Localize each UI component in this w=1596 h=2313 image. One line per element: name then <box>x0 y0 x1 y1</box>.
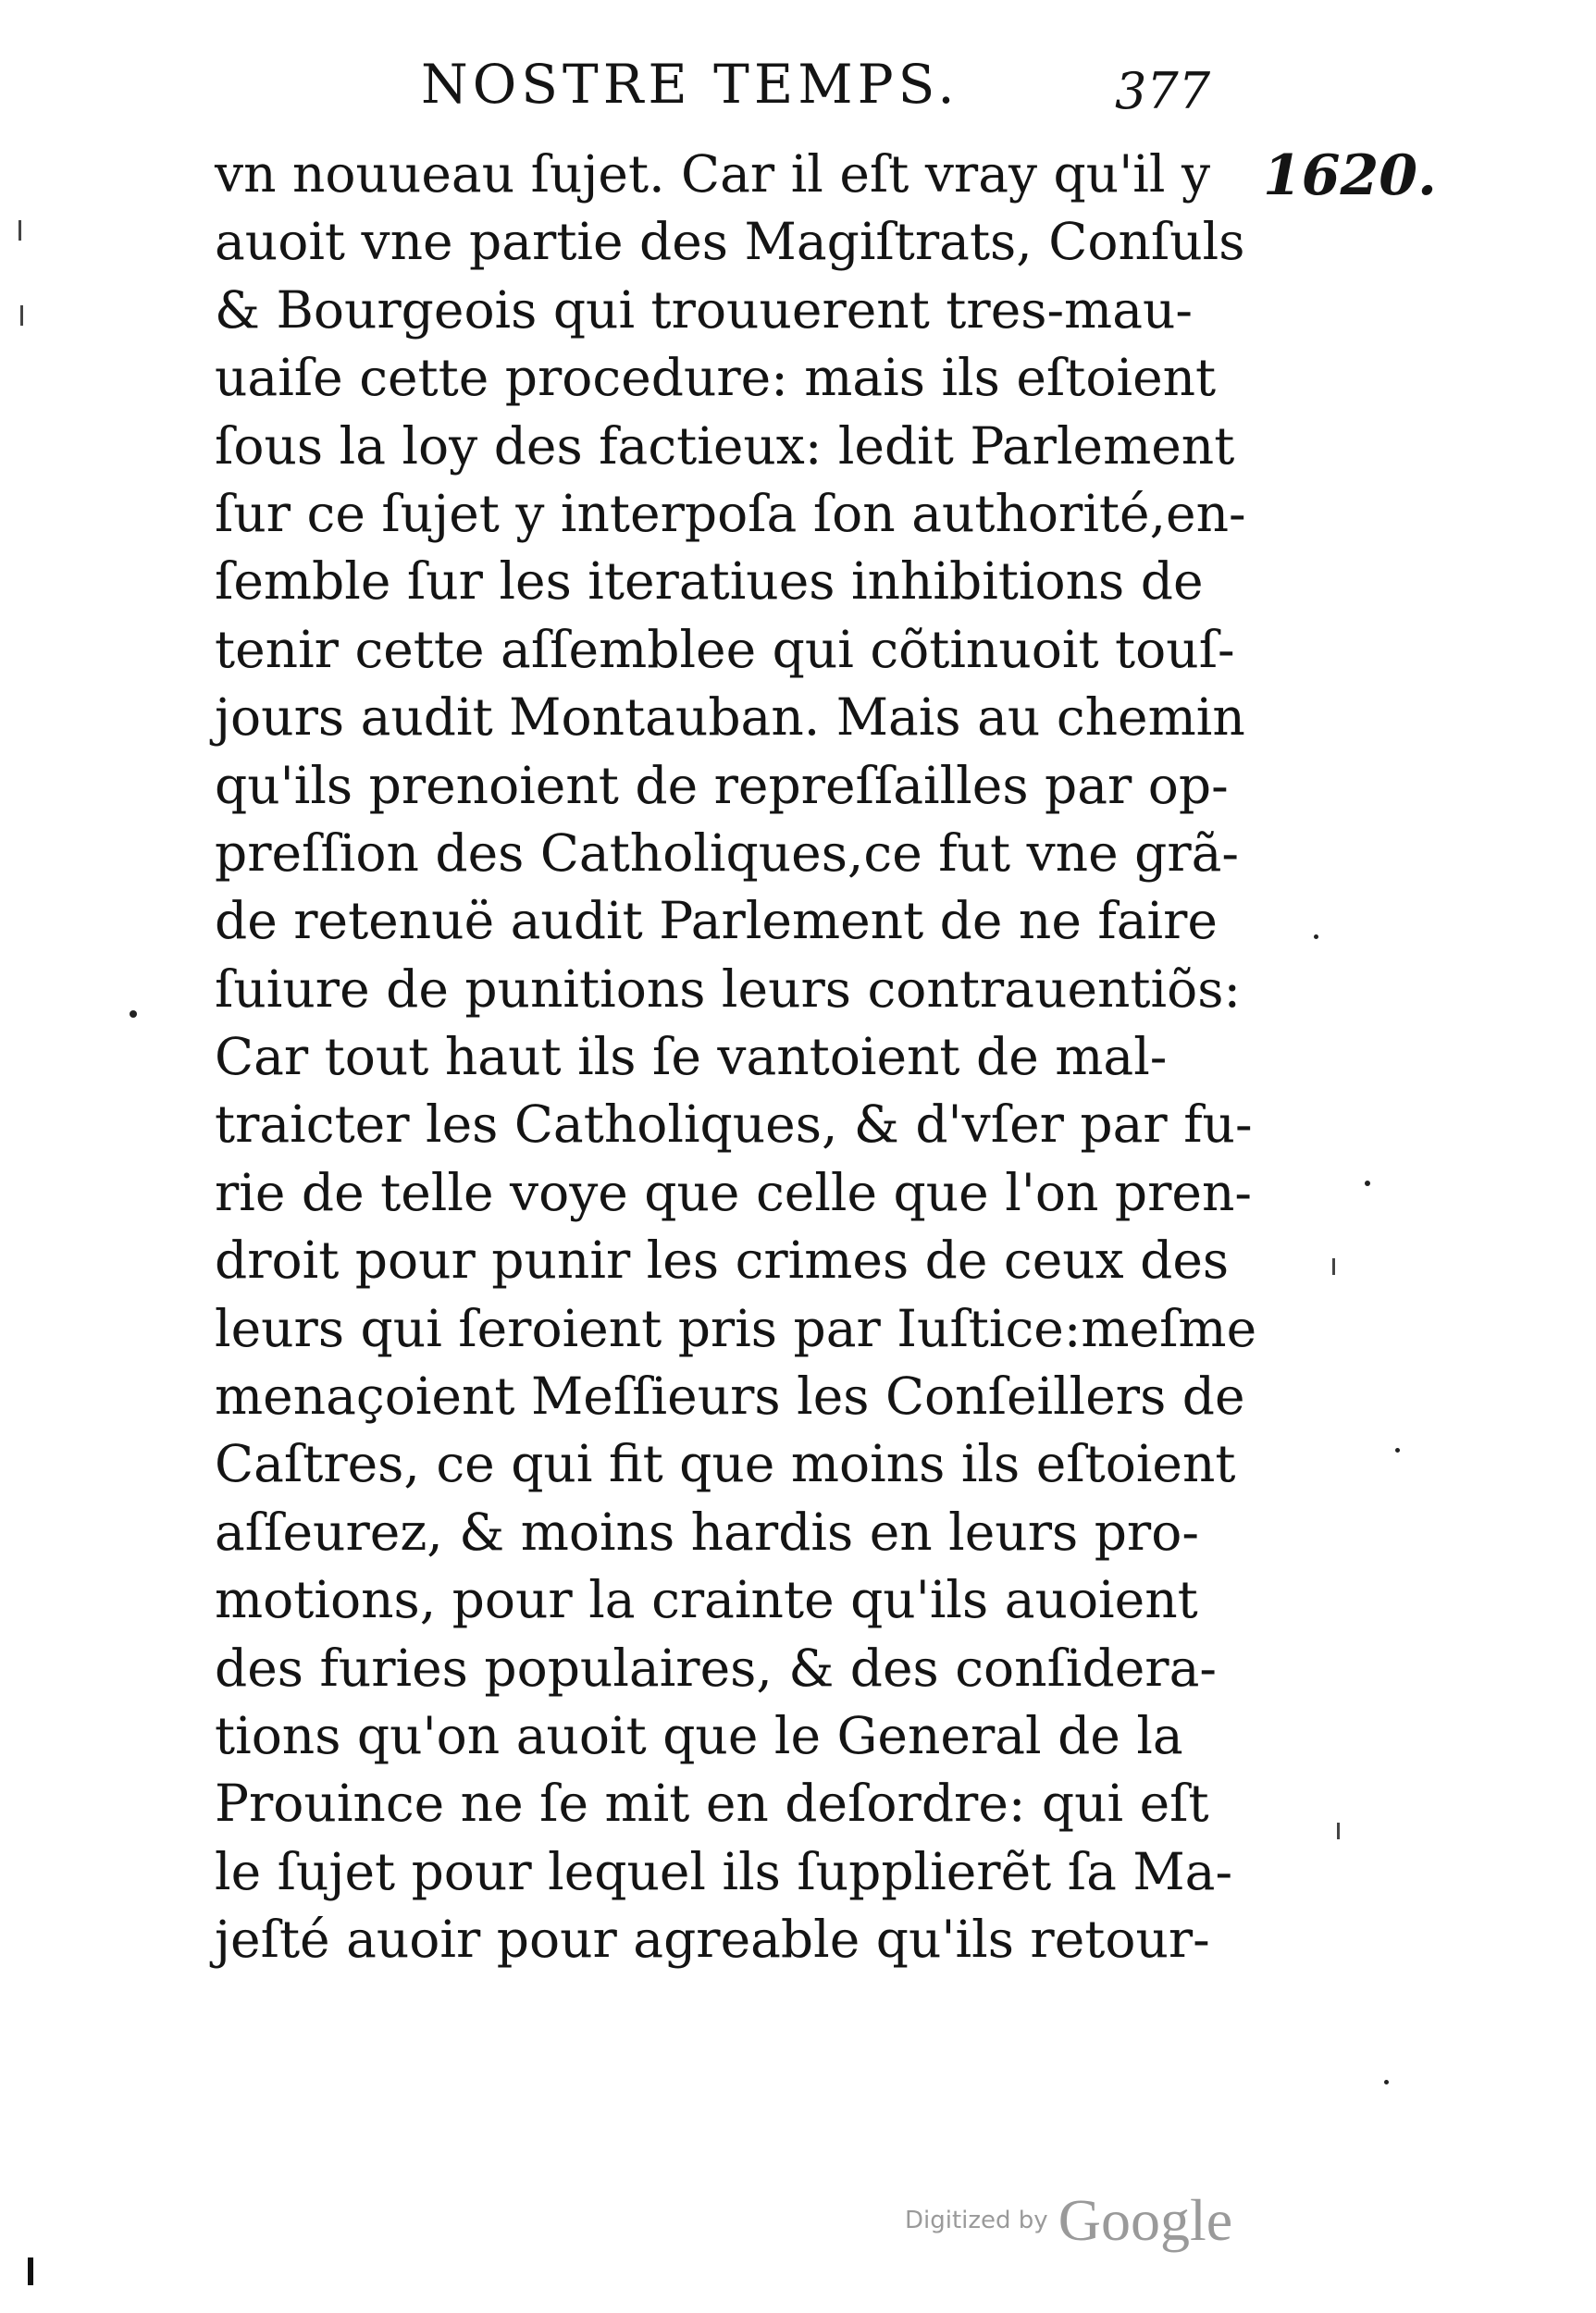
body-text <box>215 141 1257 1974</box>
text-line: de retenuë audit Parlement de ne faire <box>215 891 1218 951</box>
text-line: & Bourgeois qui trouuerent tres-mau- <box>215 279 1194 340</box>
text-line: ſur ce ſujet y interpoſa ſon authorité,en- <box>215 483 1246 543</box>
text-line: vn nouueau ſujet. Car il eſt vray qu'il y <box>215 144 1211 204</box>
ink-speck <box>130 1010 137 1018</box>
scan-mark <box>20 305 23 326</box>
text-line: Caſtres, ce qui fit que moins ils eſtoient <box>215 1434 1236 1494</box>
text-line: aſſeurez, & moins hardis en leurs pro- <box>215 1502 1199 1562</box>
page-number: 377 <box>1115 62 1211 120</box>
ink-speck <box>1314 934 1318 939</box>
margin-year: 1620. <box>1263 143 1437 208</box>
text-line: des furies populaires, & des conſidera- <box>215 1638 1217 1698</box>
watermark-prefix: Digitized by <box>905 2207 1048 2234</box>
text-line: motions, pour la crainte qu'ils auoient <box>215 1570 1198 1630</box>
ink-speck <box>1384 2080 1389 2084</box>
scan-mark <box>19 220 21 241</box>
text-line: droit pour punir les crimes de ceux des <box>215 1231 1230 1291</box>
text-line: jeſté auoir pour agreable qu'ils retour- <box>215 1910 1210 1970</box>
text-line: tenir cette aſſemblee qui cõtinuoit touſ- <box>215 619 1235 679</box>
scan-mark <box>1337 1823 1340 1839</box>
text-line: rie de telle voye que celle que l'on pren- <box>215 1162 1252 1222</box>
text-line: preſſion des Catholiques,ce fut vne grã- <box>215 823 1240 883</box>
text-line: jours audit Montauban. Mais au chemin <box>215 687 1245 748</box>
text-line: leurs qui ſeroient pris par Iuſtice:meſme <box>215 1298 1257 1358</box>
digitized-watermark <box>905 2187 1233 2253</box>
text-line: Car tout haut ils ſe vantoient de mal- <box>215 1027 1168 1087</box>
google-logo: Google <box>1058 2187 1233 2253</box>
text-line: traicter les Catholiques, & d'vſer par fu- <box>215 1095 1253 1155</box>
text-line: uaiſe cette procedure: mais ils eſtoient <box>215 348 1217 408</box>
text-line: qu'ils prenoient de repreſſailles par op- <box>215 755 1229 815</box>
scan-mark <box>28 2257 33 2285</box>
text-line: Prouince ne ſe mit en deſordre: qui eſt <box>215 1774 1209 1834</box>
text-line: ſous la loy des factieux: ledit Parlement <box>215 415 1235 476</box>
text-line: ſuiure de punitions leurs contrauentiõs: <box>215 959 1241 1019</box>
text-line: auoit vne partie des Magiſtrats, Conſuls <box>215 212 1245 272</box>
text-line: ſemble ſur les iteratiues inhibitions de <box>215 551 1204 612</box>
text-line: le ſujet pour lequel ils ſupplierẽt ſa Ma- <box>215 1841 1233 1901</box>
scan-mark <box>1332 1258 1335 1275</box>
text-line: menaçoient Meſſieurs les Conſeillers de <box>215 1367 1245 1427</box>
ink-speck <box>1395 1448 1400 1453</box>
running-head: NOSTRE TEMPS. <box>421 53 959 116</box>
text-line: tions qu'on auoit que le General de la <box>215 1705 1183 1765</box>
ink-speck <box>1365 1181 1370 1186</box>
